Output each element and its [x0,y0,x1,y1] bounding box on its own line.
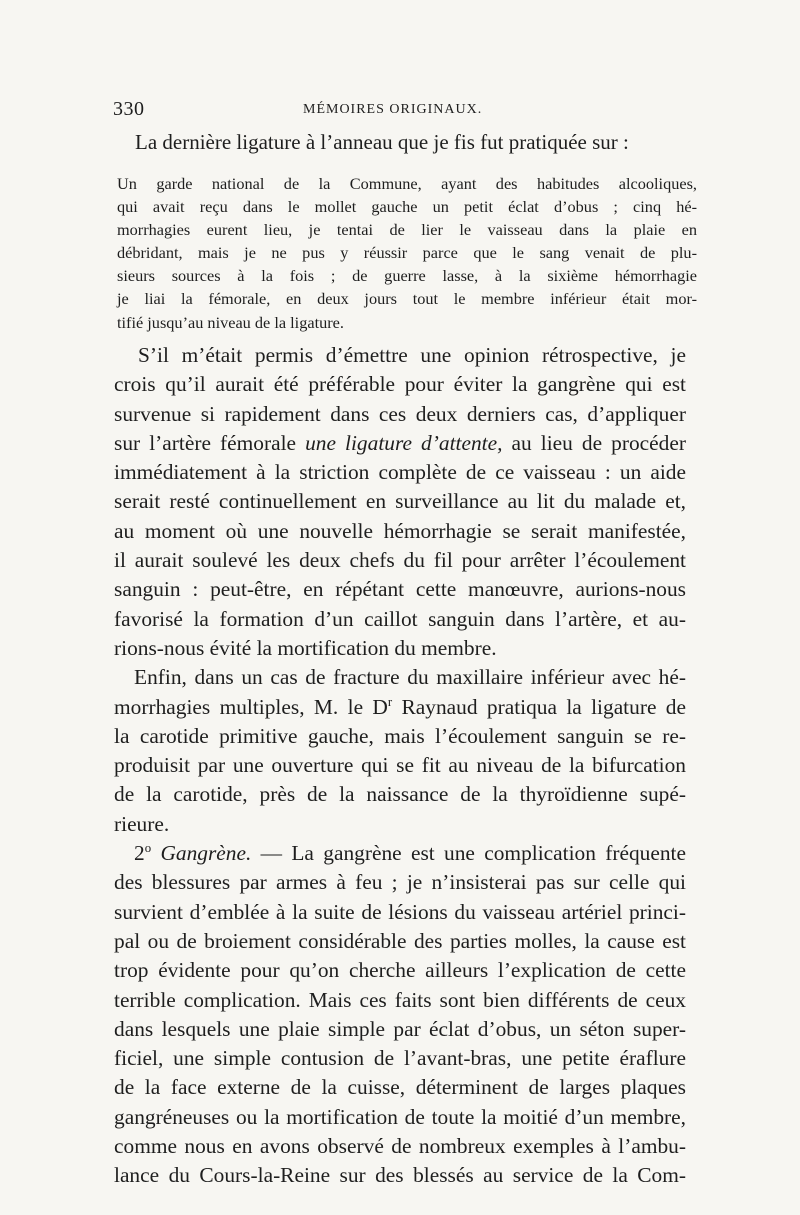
text-line: de la face externe de la cuisse, déterminent de larges plaques [114,1075,686,1100]
case-line: morrhagies eurent lieu, je tentai de lier le vaisseau dans la plaie en [117,220,697,240]
case-line: je liai la fémorale, en deux jours tout le membre inférieur était mor- [117,289,697,309]
text-line [114,693,686,722]
text-line: gangréneuses ou la mortification de toute la moitié d’un membre, [114,1104,686,1129]
case-line: sieurs sources à la fois ; de guerre lasse, à la sixième hémorrhagie [117,266,697,286]
text-line: ficiel, une simple contusion de l’avant-bras, une petite éraflure [114,1046,686,1071]
case-line: qui avait reçu dans le mollet gauche un petit éclat d’obus ; cinq hé- [117,197,697,217]
text-line: des blessures par armes à feu ; je n’insisterai pas sur celle qui [114,870,686,895]
text-line: pal ou de broiement considérable des parties molles, la cause est [114,928,686,953]
text-fragment: morrhagies multiples, M. le D [114,694,388,719]
italic-phrase: une ligature d’attente, [305,430,503,455]
text-line: la carotide primitive gauche, mais l’écoulement sanguin se re- [114,723,686,748]
text-line: Enfin, dans un cas de fracture du maxillaire inférieur avec hé- [134,665,686,690]
section-number: 2 [134,841,145,866]
case-line: tifié jusqu’au niveau de la ligature. [117,312,344,332]
text-fragment: — La gangrène est une complication fréquente [251,841,686,866]
paragraph-enfin [114,663,686,839]
text-line: crois qu’il aurait été préférable pour éviter la gangrène qui est [114,372,686,397]
text-line: immédiatement à la striction complète de ce vaisseau : un aide [114,460,686,485]
case-line: Un garde national de la Commune, ayant des habitudes alcooliques, [117,174,697,193]
case-report [117,172,697,334]
text-line: de la carotide, près de la naissance de la thyroïdienne supé- [114,782,686,807]
text-line: trop évidente pour qu’on cherche ailleurs l’explication de cette [114,958,686,983]
text-line: favorisé la formation d’un caillot sanguin dans l’artère, et au- [114,606,686,631]
running-title: MÉMOIRES ORIGINAUX. [303,102,483,117]
text-line: terrible complication. Mais ces faits sont bien différents de ceux [114,987,686,1012]
section-heading: Gangrène. [160,841,252,866]
text-line: comme nous en avons observé de nombreux exemples à l’ambu- [114,1134,686,1159]
text-line [114,429,686,458]
text-fragment: sur l’artère fémorale [114,430,306,455]
text-line: il aurait soulevé les deux chefs du fil pour arrêter l’écoulement [114,548,686,573]
text-fragment: au lieu de procéder [502,430,686,455]
paragraph-gangrene [114,839,686,1191]
superscript: o [144,840,152,855]
text-line: lance du Cours-la-Reine sur des blessés au service de la Com- [114,1163,686,1188]
case-line: débridant, mais je ne pus y réussir parce que le sang venait de plu- [117,243,697,263]
text-line: rieure. [114,811,170,836]
page-number: 330 [113,98,145,120]
text-line: S’il m’était permis d’émettre une opinion rétrospective, je [138,343,686,367]
text-line: serait resté continuellement en surveillance au lit du malade et, [114,489,686,514]
body-text [114,341,686,1191]
page-header [113,98,698,122]
text-line: survient d’emblée à la suite de lésions du vaisseau artériel princi- [114,899,686,924]
superscript: r [387,694,393,709]
text-line: survenue si rapidement dans ces deux derniers cas, d’appliquer [114,401,686,426]
intro-line: La dernière ligature à l’anneau que je fis fut pratiquée sur : [135,130,629,154]
text-line: produisit par une ouverture qui se fit au niveau de la bifurcation [114,753,686,778]
text-fragment: Raynaud pratiqua la ligature de [392,694,686,719]
text-line: rions-nous évité la mortification du membre. [114,635,497,660]
paragraph-retrospective [114,341,686,663]
text-line: dans lesquels une plaie simple par éclat d’obus, un séton super- [114,1016,686,1041]
text-line: au moment où une nouvelle hémorrhagie se serait manifestée, [114,518,686,543]
text-line: sanguin : peut-être, en répétant cette manœuvre, aurions-nous [114,577,686,602]
text-line [114,839,686,868]
